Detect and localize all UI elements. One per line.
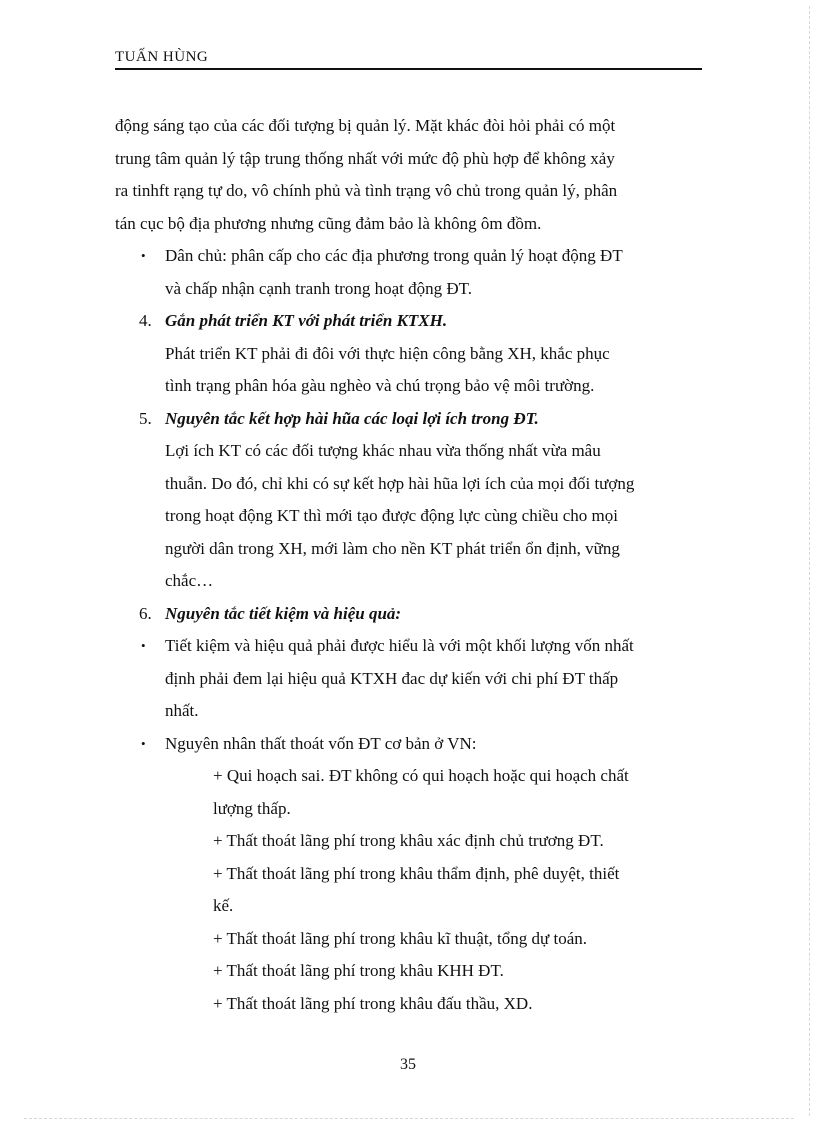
section-line: chắc… (165, 571, 214, 590)
bullet-tiet-kiem (115, 630, 705, 728)
cause-line: + Thất thoát lãng phí trong khâu đấu thầu, XD. (213, 993, 533, 1013)
bullet-line: Dân chủ: phân cấp cho các địa phương trong quản lý hoạt động ĐT (165, 246, 623, 265)
bullet-dan-chu (115, 240, 705, 305)
intro-line: tán cục bộ địa phương nhưng cũng đảm bảo là không ôm đồm. (115, 213, 542, 233)
section-number: 5. (139, 408, 152, 428)
bullet-marker: • (141, 735, 146, 751)
cause-line: + Thất thoát lãng phí trong khâu xác định chủ trương ĐT. (213, 831, 604, 850)
section-6 (115, 598, 705, 631)
cause-line: + Thất thoát lãng phí trong khâu kĩ thuật, tổng dự toán. (213, 928, 588, 948)
section-5 (115, 403, 705, 598)
bullet-marker: • (141, 638, 146, 653)
bullet-line: Tiết kiệm và hiệu quả phải được hiểu là với một khối lượng vốn nhất (165, 636, 634, 655)
bullet-line: định phải đem lại hiệu quả KTXH đac dự kiến với chi phí ĐT thấp (165, 668, 619, 688)
section-heading: Nguyên tắc kết hợp hài hũa các loại lợi ích trong ĐT. (165, 408, 539, 428)
section-number: 6. (139, 603, 152, 623)
page-body (115, 110, 705, 1020)
bullet-nguyen-nhan (115, 728, 705, 761)
cause-line: + Qui hoạch sai. ĐT không có qui hoạch hoặc qui hoạch chất (213, 766, 629, 785)
bullet-marker: • (141, 248, 146, 263)
bullet-line: Nguyên nhân thất thoát vốn ĐT cơ bản ở VN: (165, 733, 477, 753)
section-line: trong hoạt động KT thì mới tạo được động lực cùng chiều cho mọi (165, 506, 618, 525)
page-number: 35 (400, 1056, 416, 1073)
cause-line: + Thất thoát lãng phí trong khâu KHH ĐT. (213, 961, 504, 980)
page-header (115, 47, 702, 70)
cause-line: + Thất thoát lãng phí trong khâu thẩm định, phê duyệt, thiết (213, 863, 620, 883)
section-line: thuẫn. Do đó, chỉ khi có sự kết hợp hài hũa lợi ích của mọi đối tượng (165, 473, 635, 493)
section-line: Phát triển KT phải đi đôi với thực hiện công bằng XH, khắc phục (165, 343, 610, 363)
section-line: Lợi ích KT có các đối tượng khác nhau vừa thống nhất vừa mâu (165, 441, 601, 460)
header-title: TUẤN HÙNG (115, 49, 209, 65)
cause-line: lượng thấp. (213, 798, 291, 818)
section-line: tình trạng phân hóa gàu nghèo và chú trọng bảo vệ môi trường. (165, 376, 595, 395)
bullet-line: nhất. (165, 701, 199, 720)
page-border-right (809, 6, 810, 1116)
bullet-line: và chấp nhận cạnh tranh trong hoạt động ĐT. (165, 278, 473, 298)
intro-line: động sáng tạo của các đối tượng bị quản lý. Mặt khác đòi hỏi phải có một (115, 116, 616, 135)
intro-line: trung tâm quản lý tập trung thống nhất với mức độ phù hợp để không xảy (115, 148, 615, 168)
intro-line: ra tinhft rạng tự do, vô chính phủ và tình trạng vô chủ trong quản lý, phân (115, 181, 618, 200)
section-4 (115, 305, 705, 403)
section-heading: Nguyên tắc tiết kiệm và hiệu quả: (165, 603, 402, 623)
section-heading: Gắn phát triển KT với phát triển KTXH. (165, 311, 448, 330)
section-line: người dân trong XH, mới làm cho nền KT phát triển ổn định, vững (165, 538, 620, 558)
page-border-bottom (24, 1118, 794, 1119)
cause-line: kế. (213, 896, 234, 915)
section-number: 4. (139, 311, 152, 330)
